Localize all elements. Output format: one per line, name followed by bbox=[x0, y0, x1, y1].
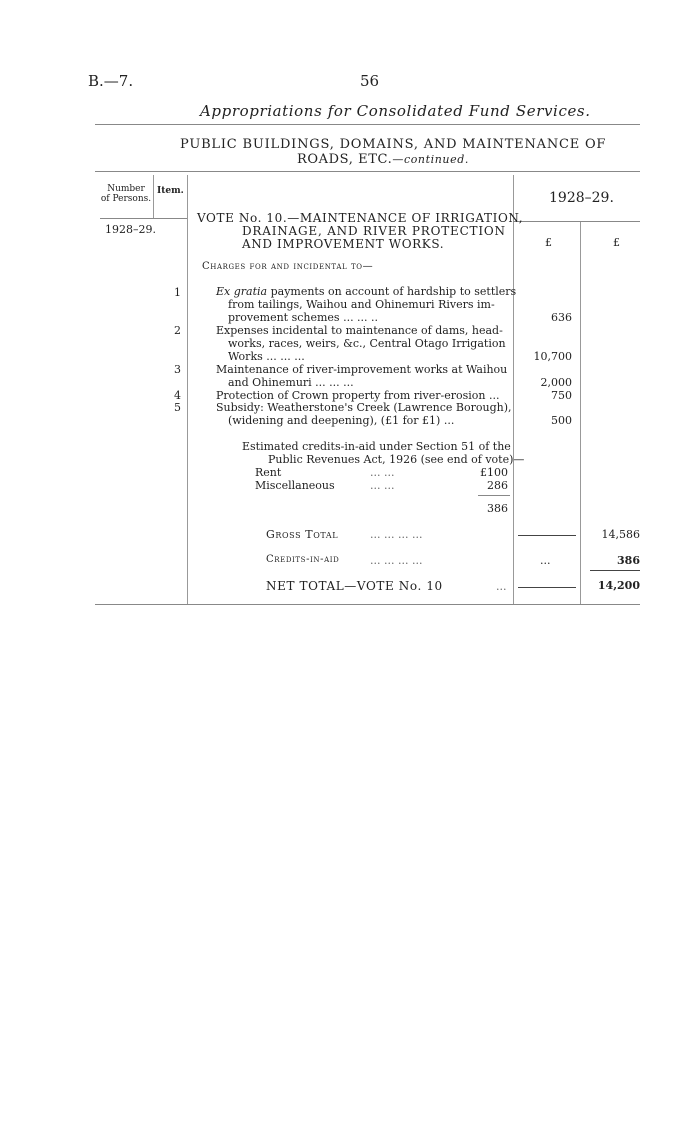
header-rule-left bbox=[100, 218, 187, 219]
item-description: Protection of Crown property from river-erosion ... bbox=[216, 389, 500, 402]
credits-subtotal: 386 bbox=[487, 502, 508, 515]
item-amount: 10,700 bbox=[533, 350, 572, 363]
credits-in-aid-leader: ... ... ... ... bbox=[370, 554, 423, 567]
persons-column-header: Number of Persons. bbox=[100, 184, 152, 204]
credits-in-aid-label: Credits-in-aid bbox=[266, 554, 340, 565]
credits-in-aid-amount: 386 bbox=[617, 554, 640, 567]
year-column-header: 1928–29. bbox=[549, 190, 614, 206]
item-amount: 500 bbox=[551, 414, 572, 427]
item-number: 3 bbox=[174, 363, 181, 376]
top-rule bbox=[95, 124, 640, 125]
gross-total-leader: ... ... ... ... bbox=[370, 528, 423, 541]
desc-divider bbox=[513, 175, 514, 605]
persons-divider bbox=[153, 175, 154, 219]
vote-heading-line3: AND IMPROVEMENT WORKS. bbox=[242, 237, 445, 251]
item-description: Ex gratia payments on account of hardship to settlers bbox=[216, 285, 517, 298]
item-amount: 636 bbox=[551, 311, 572, 324]
rent-label: Rent bbox=[255, 466, 282, 479]
item-description-cont: and Ohinemuri ... ... ... bbox=[228, 376, 354, 389]
table-top-rule bbox=[95, 171, 640, 172]
item-amount: 2,000 bbox=[540, 376, 572, 389]
header-rule-right bbox=[513, 221, 640, 222]
amount-divider bbox=[580, 222, 581, 605]
page-title-line2: ROADS, ETC.—continued. bbox=[297, 152, 469, 167]
credits-subtotal-rule bbox=[478, 495, 510, 496]
misc-label: Miscellaneous bbox=[255, 479, 335, 492]
rent-leader: ... ... bbox=[370, 466, 395, 479]
gross-dash bbox=[518, 535, 576, 536]
net-total-amount: 14,200 bbox=[597, 579, 640, 592]
item-description-cont: Works ... ... ... bbox=[228, 350, 305, 363]
item-number: 1 bbox=[174, 286, 181, 299]
rent-amount: £100 bbox=[480, 466, 508, 479]
net-total-leader: ... bbox=[496, 580, 507, 593]
item-amount: 750 bbox=[551, 389, 572, 402]
item-description-cont: works, races, weirs, &c., Central Otago Irrigation bbox=[228, 337, 506, 350]
item-number: 4 bbox=[174, 389, 181, 402]
item-description: Subsidy: Weatherstone's Creek (Lawrence Borough), bbox=[216, 401, 512, 414]
section-heading: Appropriations for Consolidated Fund Services. bbox=[200, 102, 591, 120]
net-dash bbox=[518, 587, 576, 588]
item-description-cont: (widening and deepening), (£1 for £1) ... bbox=[228, 414, 455, 427]
document-reference: B.—7. bbox=[88, 72, 134, 90]
item-divider bbox=[187, 175, 188, 605]
item-column-header: Item. bbox=[157, 186, 184, 196]
item-description-cont: provement schemes ... ... .. bbox=[228, 311, 379, 324]
item-description: Maintenance of river-improvement works at Waihou bbox=[216, 363, 508, 376]
net-total-label: NET TOTAL—VOTE No. 10 bbox=[266, 579, 443, 593]
persons-year: 1928–29. bbox=[105, 223, 156, 236]
misc-leader: ... ... bbox=[370, 479, 395, 492]
item-number: 5 bbox=[174, 401, 181, 414]
page-title-line1: PUBLIC BUILDINGS, DOMAINS, AND MAINTENANCE OF bbox=[180, 137, 607, 152]
credits-in-aid-mid: ... bbox=[540, 554, 551, 567]
vote-heading-line1: VOTE No. 10.—MAINTENANCE OF IRRIGATION, bbox=[197, 211, 524, 225]
charges-heading: Charges for and incidental to— bbox=[202, 261, 374, 272]
currency-symbol-1: £ bbox=[545, 236, 552, 249]
gross-total-amount: 14,586 bbox=[601, 528, 640, 541]
item-description-cont: from tailings, Waihou and Ohinemuri Rivers im- bbox=[228, 298, 495, 311]
gross-total-label: Gross Total bbox=[266, 528, 339, 541]
vote-heading-line2: DRAINAGE, AND RIVER PROTECTION bbox=[242, 224, 506, 238]
item-description: Expenses incidental to maintenance of dams, head- bbox=[216, 324, 503, 337]
credits-note-line2: Public Revenues Act, 1926 (see end of vote)— bbox=[268, 453, 525, 466]
credits-note-line1: Estimated credits-in-aid under Section 51 of the bbox=[242, 440, 511, 453]
item-number: 2 bbox=[174, 324, 181, 337]
table-bottom-rule bbox=[95, 604, 640, 605]
misc-amount: 286 bbox=[487, 479, 508, 492]
page-number: 56 bbox=[360, 72, 380, 90]
net-rule bbox=[590, 570, 640, 571]
currency-symbol-2: £ bbox=[613, 236, 620, 249]
